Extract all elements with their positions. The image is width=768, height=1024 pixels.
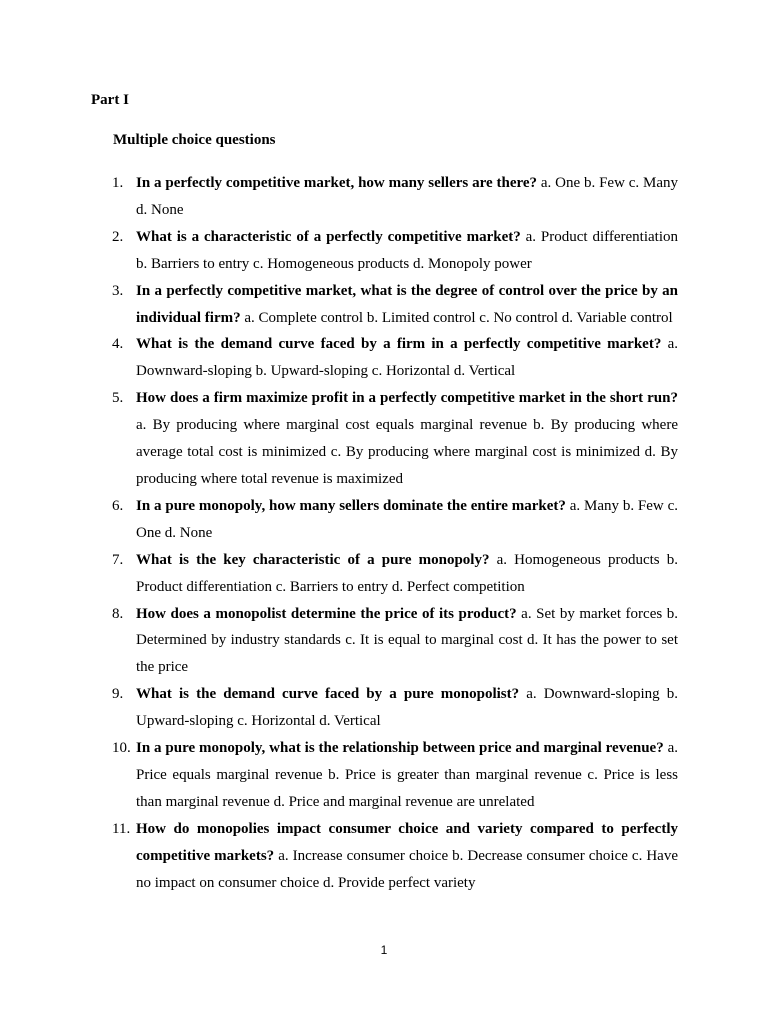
question-stem: In a perfectly competitive market, how many sellers are there? [136,175,538,191]
section-title: Multiple choice questions [113,132,276,148]
question-options: a. By producing where marginal cost equals marginal revenue b. By producing where average total cost is minimized c. By producing where marginal cost is minimized d. By producing where total revenue is maximized [136,417,678,487]
question-number: 8. [112,605,124,622]
question-options: a. Set by market forces b. Determined by industry standards c. It is equal to marginal cost d. It has the power to set the price [136,605,678,676]
question-item [0,735,768,816]
question-options: a. Price equals marginal revenue b. Price is greater than marginal revenue c. Price is less than marginal revenue d. Price and marginal revenue are unrelated [136,740,678,810]
question-number: 9. [112,686,124,703]
question-number: 11. [112,820,131,837]
question-text [136,224,678,278]
question-number: 4. [112,336,124,353]
question-item [0,170,768,224]
question-options: a. Homogeneous products b. Product differentiation c. Barriers to entry d. Perfect competition [136,551,678,595]
question-text [136,278,678,332]
question-number: 2. [112,228,124,245]
question-text [136,385,678,493]
question-number: 7. [112,551,124,568]
question-options: a. Complete control b. Limited control c. No control d. Variable control [244,309,673,326]
question-item [0,493,768,547]
question-item [0,816,768,897]
question-stem: In a pure monopoly, how many sellers dominate the entire market? [136,497,566,514]
question-stem: What is the key characteristic of a pure monopoly? [136,551,490,568]
question-options: a. Increase consumer choice b. Decrease consumer choice c. Have no impact on consumer choice d. Provide perfect variety [136,847,678,891]
question-stem: What is the demand curve faced by a pure monopolist? [136,686,520,703]
question-options: a. Product differentiation b. Barriers to entry c. Homogeneous products d. Monopoly power [136,228,678,272]
question-number: 1. [112,175,124,191]
question-text [136,735,678,816]
question-item [0,331,768,385]
question-text [136,681,678,735]
question-stem: What is the demand curve faced by a firm in a perfectly competitive market? [136,336,662,353]
question-stem: How does a firm maximize profit in a perfectly competitive market in the short run? [136,390,678,407]
question-item [0,601,768,682]
question-text [136,601,678,682]
question-stem: How do monopolies impact consumer choice and variety compared to perfectly competitive markets? [136,820,678,864]
question-item [0,681,768,735]
question-options: a. One b. Few c. Many d. None [136,175,678,218]
question-item [0,224,768,278]
question-number: 3. [112,282,124,299]
question-number: 5. [112,390,124,407]
question-item [0,547,768,601]
question-item [0,278,768,332]
question-text [136,547,678,601]
question-text [136,816,678,897]
question-number: 10. [112,740,131,757]
question-options: a. Many b. Few c. One d. None [136,497,678,541]
question-item [0,385,768,493]
question-text [136,493,678,547]
question-stem: What is a characteristic of a perfectly competitive market? [136,228,521,245]
part-title: Part I [91,92,129,108]
question-stem: In a pure monopoly, what is the relationship between price and marginal revenue? [136,740,664,757]
question-stem: How does a monopolist determine the price of its product? [136,605,517,622]
question-options: a. Downward-sloping b. Upward-sloping c. Horizontal d. Vertical [136,686,679,730]
question-options: a. Downward-sloping b. Upward-sloping c. Horizontal d. Vertical [136,336,678,380]
question-number: 6. [112,497,124,514]
question-list [0,170,768,896]
question-stem: In a perfectly competitive market, what is the degree of control over the price by an individual firm? [136,282,678,326]
page-number: 1 [380,943,388,957]
question-text [136,170,678,224]
question-text [136,331,678,385]
